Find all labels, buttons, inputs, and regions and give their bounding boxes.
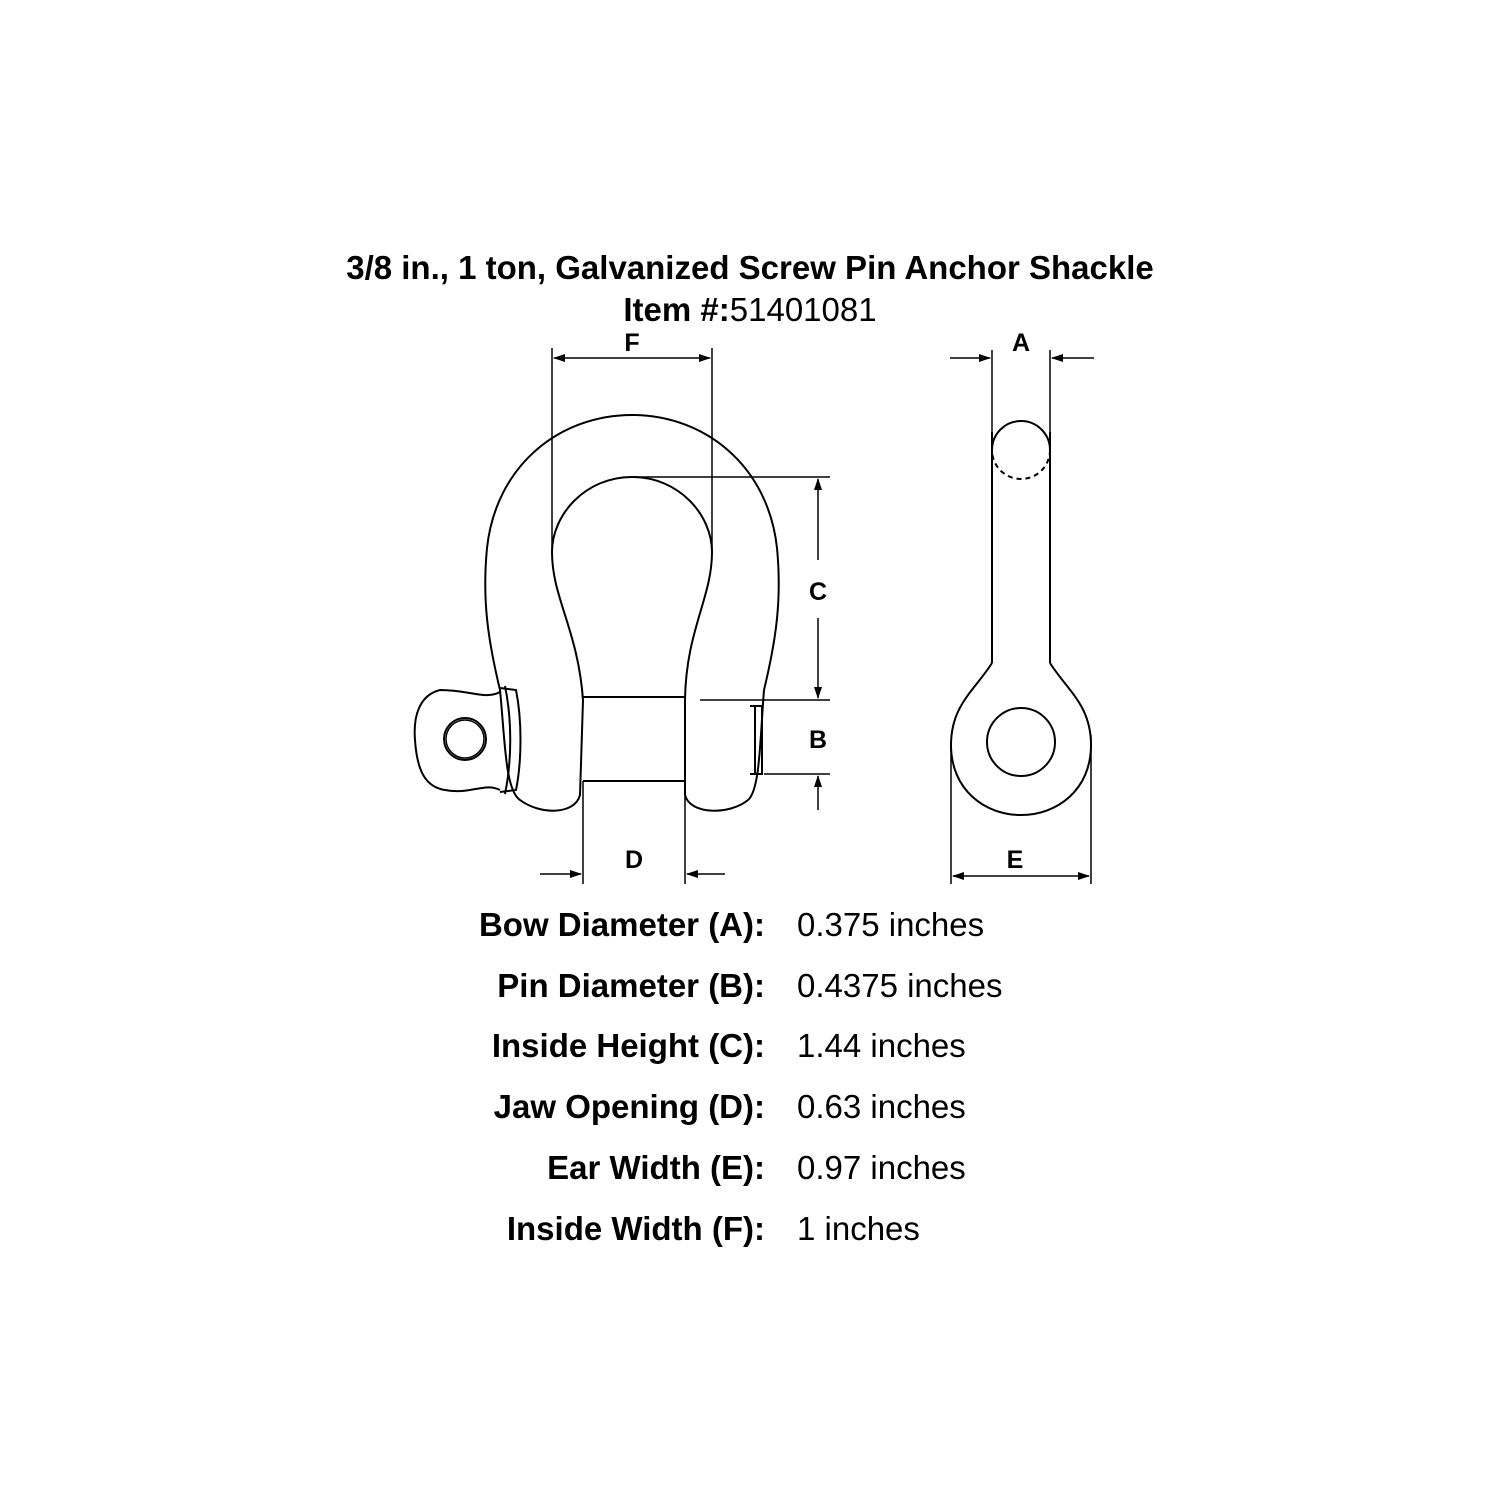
right-leg <box>685 690 764 811</box>
spec-label: Inside Height (C): <box>491 1027 765 1064</box>
dim-label-c: C <box>808 578 828 606</box>
pin-head <box>415 690 500 791</box>
dim-label-a: A <box>1011 329 1031 357</box>
spec-row-inside-width <box>0 1204 1500 1254</box>
dim-label-d: D <box>624 846 644 874</box>
dim-label-b: B <box>808 726 828 754</box>
item-number-value: 51401081 <box>729 291 877 328</box>
spec-value: 0.97 inches <box>797 1149 966 1186</box>
pin-cross-section <box>992 421 1050 450</box>
shackle-front-view <box>415 348 830 884</box>
spec-value: 0.63 inches <box>797 1088 966 1125</box>
left-leg <box>500 690 583 811</box>
spec-value: 1.44 inches <box>797 1027 966 1064</box>
spec-value: 1 inches <box>797 1210 920 1247</box>
shackle-side-view <box>950 350 1094 884</box>
side-eye <box>951 663 1091 815</box>
spec-label: Inside Width (F): <box>506 1210 765 1247</box>
spec-row-jaw-opening <box>0 1082 1500 1132</box>
spec-row-bow-diameter <box>0 900 1500 950</box>
spec-row-inside-height <box>0 1021 1500 1071</box>
bow-inner <box>552 477 712 700</box>
spec-row-ear-width <box>0 1143 1500 1193</box>
side-eye-hole <box>987 708 1055 776</box>
spec-label: Pin Diameter (B): <box>497 967 765 1004</box>
spec-label: Jaw Opening (D): <box>493 1088 765 1125</box>
dim-label-f: F <box>624 329 640 357</box>
spec-label: Bow Diameter (A): <box>478 906 765 943</box>
item-number-label: Item #: <box>623 291 730 328</box>
spec-value: 0.4375 inches <box>797 967 1003 1004</box>
page-title: 3/8 in., 1 ton, Galvanized Screw Pin Anchor Shackle <box>346 249 1154 286</box>
dim-label-e: E <box>1006 846 1024 874</box>
spec-row-pin-diameter <box>0 961 1500 1011</box>
spec-value: 0.375 inches <box>797 906 985 943</box>
bow-outer <box>485 415 779 690</box>
spec-label: Ear Width (E): <box>547 1149 765 1186</box>
